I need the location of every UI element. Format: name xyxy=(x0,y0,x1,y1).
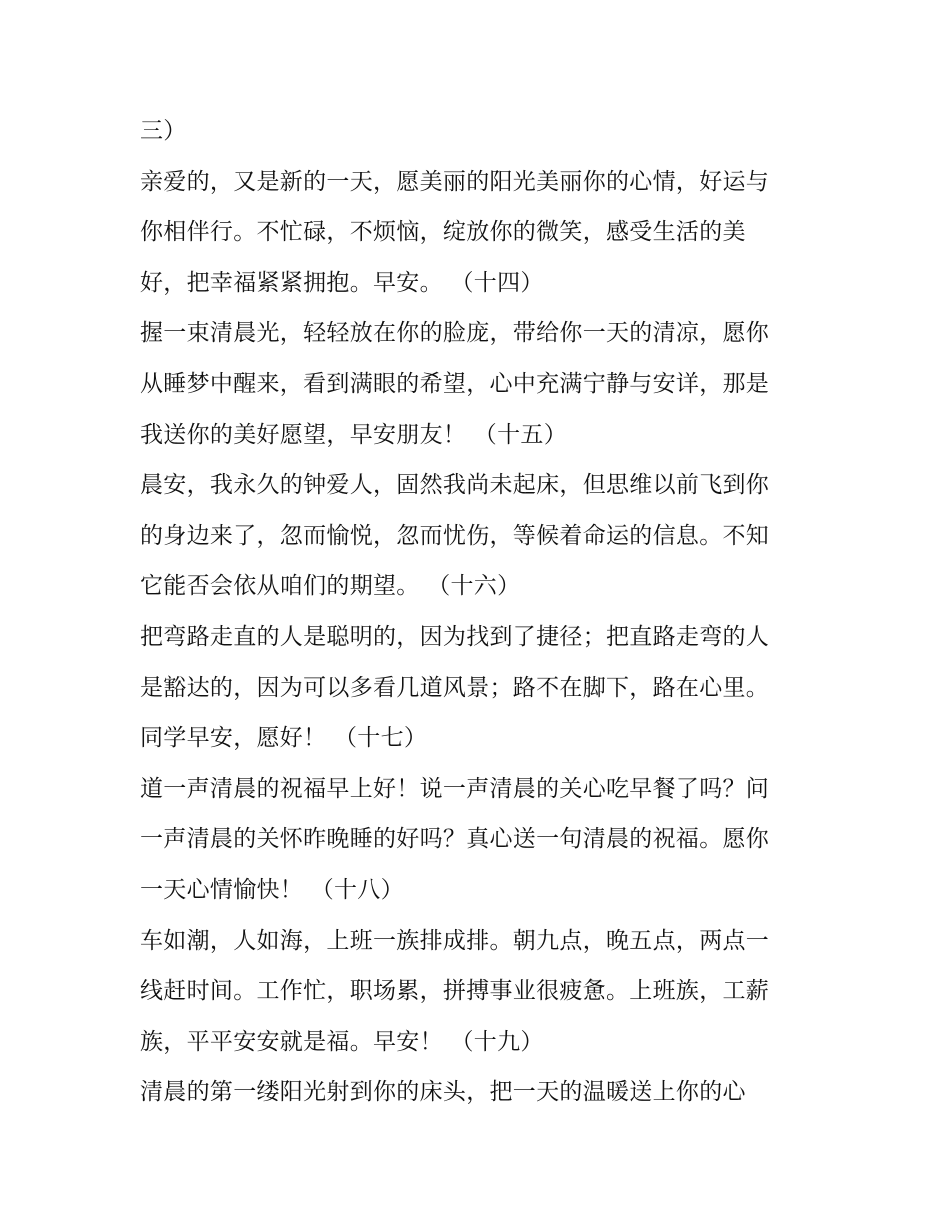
text-line: 握一束清晨光，轻轻放在你的脸庞，带给你一天的清凉，愿你 xyxy=(140,320,770,347)
text-line: 族，平平安安就是福。早安！ （十九） xyxy=(140,1028,544,1055)
document-body xyxy=(140,106,820,1118)
text-line: 从睡梦中醒来，看到满眼的希望，心中充满宁静与安详，那是 xyxy=(140,370,770,397)
text-line: 亲爱的，又是新的一天，愿美丽的阳光美丽你的心情，好运与 xyxy=(140,168,770,195)
text-line: 同学早安，愿好！ （十七） xyxy=(140,725,428,752)
text-line: 我送你的美好愿望，早安朋友！ （十五） xyxy=(140,421,568,448)
text-line: 车如潮，人如海，上班一族排成排。朝九点，晚五点，两点一 xyxy=(140,927,770,954)
text-line: 它能否会依从咱们的期望。 （十六） xyxy=(140,573,521,600)
text-line: 线赶时间。工作忙，职场累，拼搏事业很疲惫。上班族，工薪 xyxy=(140,978,770,1005)
text-line: 道一声清晨的祝福早上好！说一声清晨的关心吃早餐了吗？问 xyxy=(140,775,770,802)
text-line: 一天心情愉快！ （十八） xyxy=(140,876,404,903)
text-line: 你相伴行。不忙碌，不烦恼，绽放你的微笑，感受生活的美 xyxy=(140,219,746,246)
text-line: 是豁达的，因为可以多看几道风景；路不在脚下，路在心里。 xyxy=(140,674,770,701)
text-line: 三） xyxy=(140,118,187,144)
text-line: 晨安，我永久的钟爱人，固然我尚未起床，但思维以前飞到你 xyxy=(140,472,770,499)
text-line: 把弯路走直的人是聪明的，因为找到了捷径；把直路走弯的人 xyxy=(140,623,770,650)
text-line: 好，把幸福紧紧拥抱。早安。 （十四） xyxy=(140,269,544,296)
text-line: 的身边来了，忽而愉悦，忽而忧伤，等候着命运的信息。不知 xyxy=(140,522,770,549)
text-line: 清晨的第一缕阳光射到你的床头，把一天的温暖送上你的心 xyxy=(140,1079,746,1106)
text-line: 一声清晨的关怀昨晚睡的好吗？真心送一句清晨的祝福。愿你 xyxy=(140,826,770,853)
